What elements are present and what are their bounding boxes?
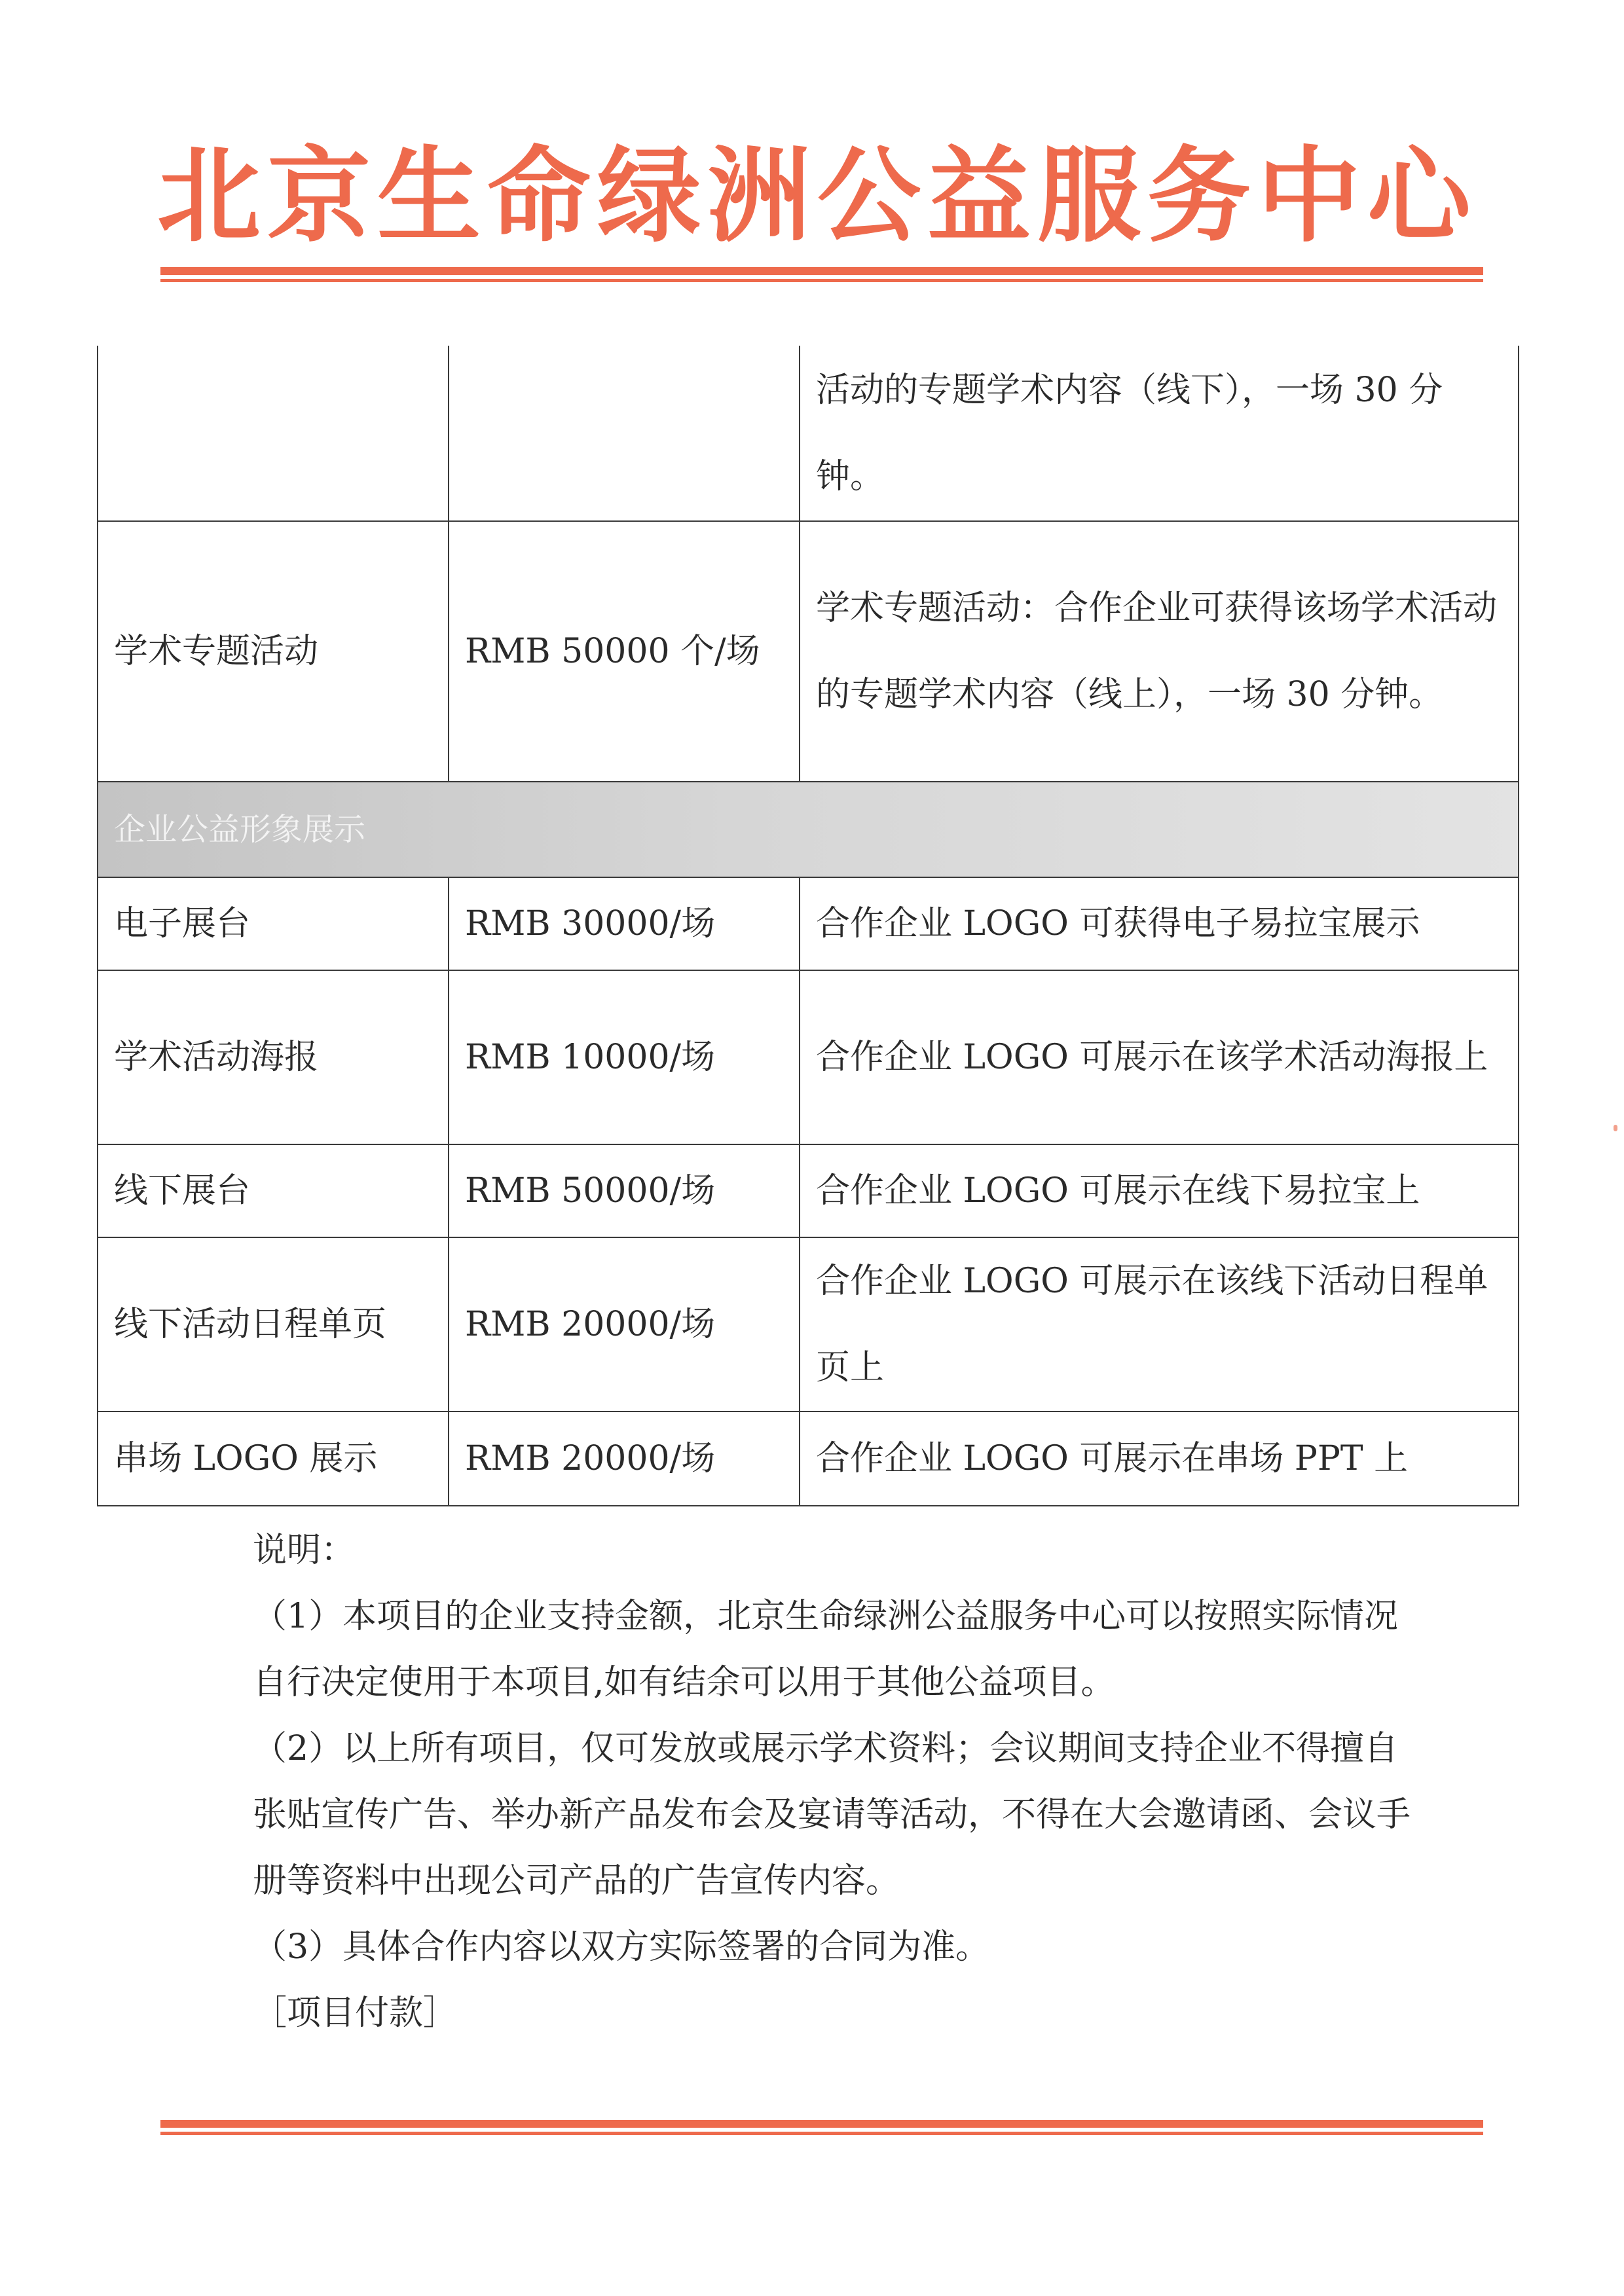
table-row: [98, 970, 1519, 1144]
notes-heading: 说明：: [253, 1531, 356, 1570]
section-header-label: 企业公益形象展示: [98, 782, 1519, 877]
item-price-cell: RMB 20000/场: [449, 1412, 800, 1506]
notes-section: [253, 1518, 1431, 2047]
item-desc-cell: 合作企业 LOGO 可展示在该线下活动日程单页上: [800, 1237, 1519, 1412]
item-price-cell: RMB 10000/场: [449, 970, 800, 1144]
item-price-cell: RMB 30000/场: [449, 877, 800, 970]
letterhead-title: 北京生命绿洲公益服务中心: [157, 136, 1477, 257]
item-price-cell: RMB 20000/场: [449, 1237, 800, 1412]
item-name-cell: 串场 LOGO 展示: [98, 1412, 449, 1506]
table-row: [98, 877, 1519, 970]
item-name-cell: 学术活动海报: [98, 970, 449, 1144]
item-price-cell: [449, 346, 800, 521]
table-row: [98, 1237, 1519, 1412]
sponsorship-fee-table: [97, 346, 1519, 1506]
letterhead-bottom-rule: [160, 2120, 1483, 2140]
item-price-cell: RMB 50000 个/场: [449, 521, 800, 782]
item-desc-cell: 合作企业 LOGO 可展示在串场 PPT 上: [800, 1412, 1519, 1506]
note-item: （3）具体合作内容以双方实际签署的合同为准。: [253, 1927, 990, 1967]
letterhead-top-rule: [160, 267, 1483, 287]
item-price-cell: RMB 50000/场: [449, 1144, 800, 1237]
note-item: （2）以上所有项目，仅可发放或展示学术资料；会议期间支持企业不得擅自张贴宣传广告、举办新产品发布会及宴请等活动，不得在大会邀请函、会议手册等资料中出现公司产品的广告宣传内容。: [253, 1729, 1411, 1901]
item-name-cell: 线下活动日程单页: [98, 1237, 449, 1412]
item-desc-cell: 活动的专题学术内容（线下），一场 30 分钟。: [800, 346, 1519, 521]
table-row: [98, 1144, 1519, 1237]
item-desc-cell: 学术专题活动：合作企业可获得该场学术活动的专题学术内容（线上），一场 30 分钟。: [800, 521, 1519, 782]
notes-footer: ［项目付款］: [253, 1994, 458, 2033]
table-row: [98, 521, 1519, 782]
section-header-row: [98, 782, 1519, 877]
item-name-cell: 学术专题活动: [98, 521, 449, 782]
table-row: [98, 346, 1519, 521]
item-desc-cell: 合作企业 LOGO 可展示在线下易拉宝上: [800, 1144, 1519, 1237]
note-item: （1）本项目的企业支持金额，北京生命绿洲公益服务中心可以按照实际情况自行决定使用于本项目,如有结余可以用于其他公益项目。: [253, 1597, 1399, 1702]
item-name-cell: 电子展台: [98, 877, 449, 970]
table-row: [98, 1412, 1519, 1506]
item-desc-cell: 合作企业 LOGO 可获得电子易拉宝展示: [800, 877, 1519, 970]
scan-mark: [1614, 1125, 1617, 1131]
item-name-cell: [98, 346, 449, 521]
item-desc-cell: 合作企业 LOGO 可展示在该学术活动海报上: [800, 970, 1519, 1144]
item-name-cell: 线下展台: [98, 1144, 449, 1237]
